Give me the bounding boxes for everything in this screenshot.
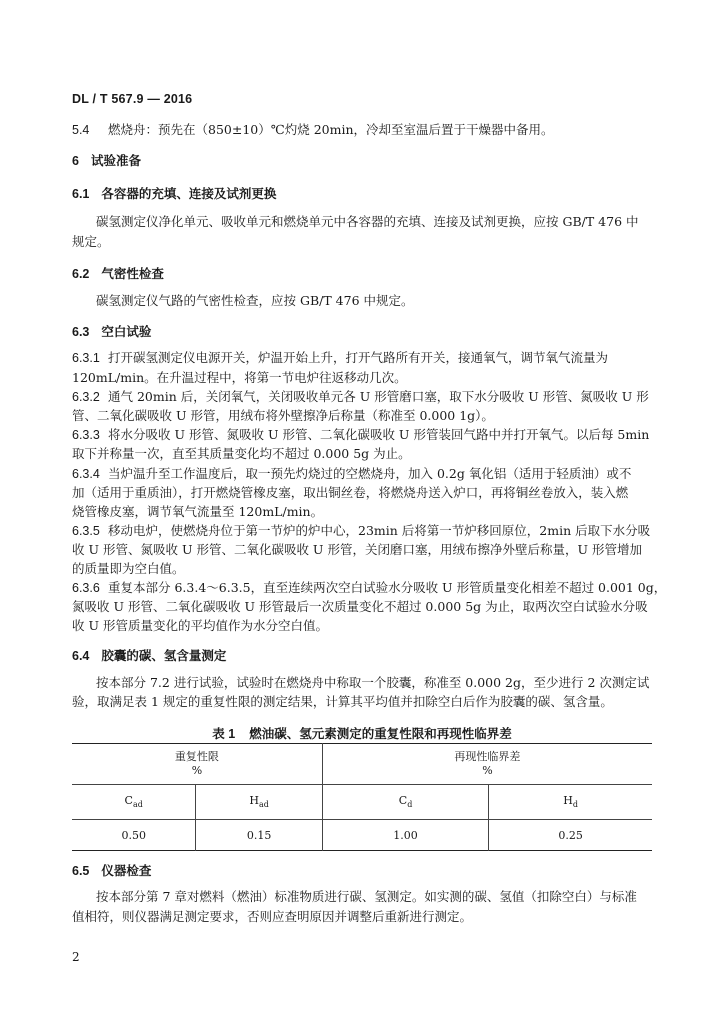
paragraph-line: 值相符，则仪器满足测定要求，否则应查明原因并调整后重新进行测定。	[72, 909, 473, 924]
paragraph-line: 按本部分 7.2 进行试验，试验时在燃烧舟中称取一个胶囊，称准至 0.000 2g，至少进行 2 次测定试	[96, 675, 650, 690]
clause-number: 6.3.2	[72, 390, 100, 404]
paragraph-line: 碳氢测定仪气路的气密性检查，应按 GB/T 476 中规定。	[96, 293, 414, 308]
paragraph-line: 120mL/min。在升温过程中，将第一节电炉往返移动几次。	[72, 370, 407, 385]
clause-number: 5.4	[72, 123, 90, 137]
paragraph-line: 收 U 形管质量变化的平均值作为水分空白值。	[72, 618, 328, 633]
table-cell: 0.50	[72, 820, 196, 851]
page-number: 2	[72, 950, 80, 964]
clause-number: 6.3.5	[72, 524, 100, 538]
clause-5-4	[72, 122, 652, 138]
group-header-repeatability	[72, 744, 322, 785]
section-number: 6	[72, 154, 79, 168]
table-row	[72, 820, 652, 851]
clause-text: 通气 20min 后，关闭氧气，关闭吸收单元各 U 形管磨口塞，取下水分吸收 U 形管、氮吸收 U 形	[108, 389, 649, 404]
section-title: 仪器检查	[101, 864, 152, 878]
column-header-c-ad: $C_{ad}$	[72, 785, 196, 820]
section-title: 空白试验	[101, 325, 152, 339]
clause-6-3-2	[72, 389, 652, 405]
section-6-2-heading	[72, 266, 652, 282]
section-6-heading	[72, 153, 652, 169]
section-title: 气密性检查	[101, 267, 164, 281]
paragraph-line: 管、二氧化碳吸收 U 形管，用绒布将外壁擦净后称量（称准至 0.000 1g）。	[72, 408, 494, 423]
table-number: 表 1	[212, 727, 236, 741]
clause-text: 将水分吸收 U 形管、氮吸收 U 形管、二氧化碳吸收 U 形管装回气路中并打开氧气。以后每 5min	[108, 427, 650, 442]
column-header-h-d: $H_d$	[489, 785, 652, 820]
clause-text: 当炉温升至工作温度后，取一预先灼烧过的空燃烧舟，加入 0.2g 氧化铝（适用于轻质油）或不	[108, 466, 632, 481]
paragraph-line: 烧管橡皮塞，调节氧气流量至 120mL/min。	[72, 504, 324, 519]
repeatability-table	[72, 743, 652, 851]
section-6-1-heading	[72, 186, 652, 202]
table-cell: 0.25	[489, 820, 652, 851]
clause-6-3-1	[72, 350, 652, 366]
column-header-h-ad: $H_{ad}$	[196, 785, 322, 820]
column-header-c-d: $C_d$	[322, 785, 488, 820]
table-cell: 0.15	[196, 820, 322, 851]
clause-text: 燃烧舟：预先在（850±10）℃灼烧 20min，冷却至室温后置于干燥器中备用。	[108, 122, 554, 137]
paragraph-line: 氮吸收 U 形管、二氧化碳吸收 U 形管最后一次质量变化不超过 0.000 5g 为止，取两次空白试验水分吸	[72, 599, 648, 614]
group-unit: %	[482, 764, 493, 777]
section-title: 试验准备	[90, 154, 141, 168]
section-number: 6.3	[72, 325, 90, 339]
table-cell: 1.00	[322, 820, 488, 851]
group-header-reproducibility	[322, 744, 652, 785]
section-number: 6.2	[72, 267, 90, 281]
group-label: 重复性限	[174, 750, 219, 763]
section-number: 6.1	[72, 187, 90, 201]
clause-number: 6.3.4	[72, 467, 100, 481]
paragraph-line: 的质量即为空白值。	[72, 561, 185, 576]
section-title: 各容器的充填、连接及试剂更换	[101, 187, 277, 201]
clause-text: 移动电炉，使燃烧舟位于第一节炉的炉中心，23min 后将第一节炉移回原位，2min 后取下水分吸	[108, 523, 651, 538]
paragraph-line: 收 U 形管、氮吸收 U 形管、二氧化碳吸收 U 形管，关闭磨口塞，用绒布擦净外壁后称量，U 形管增加	[72, 542, 642, 557]
clause-6-3-6	[72, 580, 667, 596]
paragraph-line: 规定。	[72, 234, 110, 249]
clause-6-3-4	[72, 466, 652, 482]
paragraph-line: 验，取满足表 1 规定的重复性限的测定结果，计算其平均值并扣除空白后作为胶囊的碳、氢含量。	[72, 694, 613, 709]
section-6-5-heading	[72, 863, 652, 879]
section-title: 胶囊的碳、氢含量测定	[101, 649, 227, 663]
clause-text: 打开碳氢测定仪电源开关，炉温开始上升，打开气路所有开关，接通氧气，调节氧气流量为	[108, 350, 609, 365]
table-caption	[0, 724, 724, 742]
clause-6-3-5	[72, 523, 652, 539]
clause-6-3-3	[72, 427, 652, 443]
paragraph-line: 加（适用于重质油），打开燃烧管橡皮塞，取出铜丝卷，将燃烧舟送入炉口，再将铜丝卷放入，装入燃	[72, 485, 629, 500]
group-label: 再现性临界差	[454, 750, 521, 763]
section-6-4-heading	[72, 648, 652, 664]
table-title: 燃油碳、氢元素测定的重复性限和再现性临界差	[249, 727, 512, 741]
section-6-3-heading	[72, 324, 652, 340]
paragraph-line: 碳氢测定仪净化单元、吸收单元和燃烧单元中各容器的充填、连接及试剂更换，应按 GB/T 476 中	[96, 214, 639, 229]
paragraph-line: 按本部分第 7 章对燃料（燃油）标准物质进行碳、氢测定。如实测的碳、氢值（扣除空白）与标准	[96, 889, 637, 904]
paragraph-line: 取下并称量一次，直至其质量变化均不超过 0.000 5g 为止。	[72, 446, 411, 461]
group-unit: %	[191, 764, 203, 777]
clause-number: 6.3.6	[72, 581, 100, 595]
standard-code-header: DL / T 567.9 — 2016	[72, 92, 193, 106]
clause-text: 重复本部分 6.3.4～6.3.5，直至连续两次空白试验水分吸收 U 形管质量变化相差不超过 0.001 0g，	[108, 580, 667, 595]
clause-number: 6.3.3	[72, 428, 100, 442]
section-number: 6.5	[72, 864, 90, 878]
section-number: 6.4	[72, 649, 90, 663]
clause-number: 6.3.1	[72, 351, 100, 365]
